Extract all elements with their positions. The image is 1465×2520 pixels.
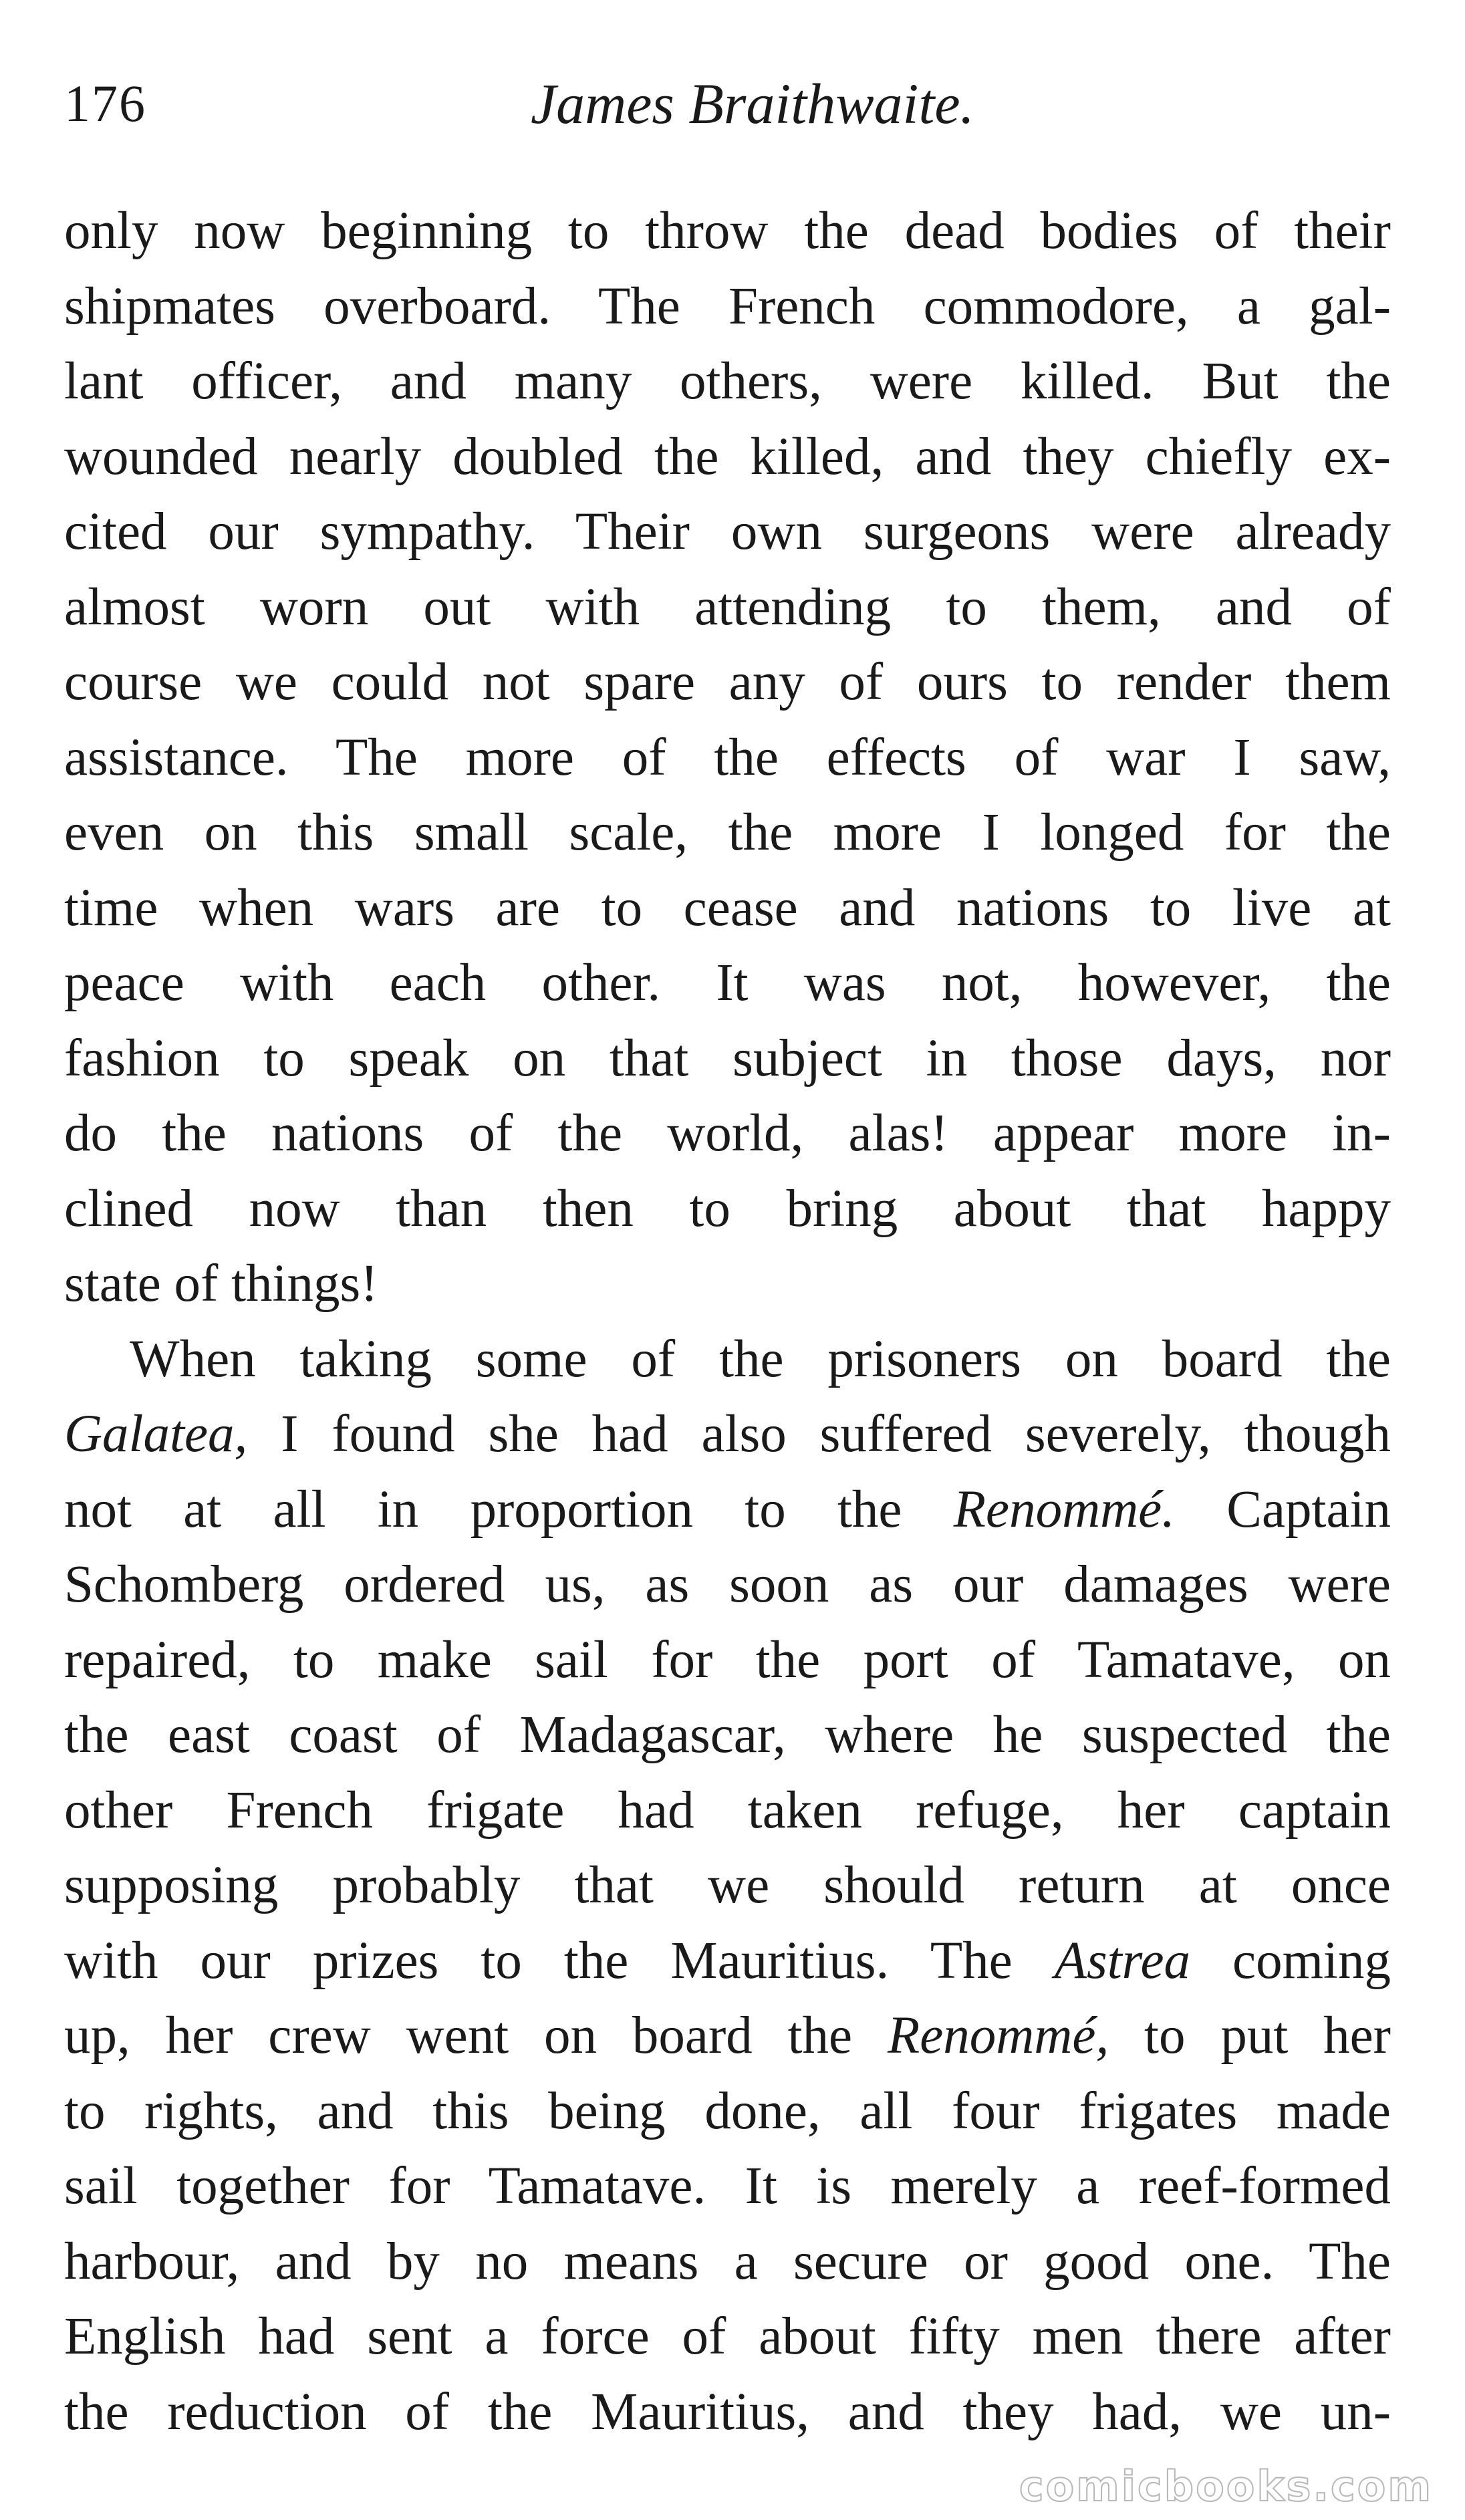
text-line: even on this small scale, the more I longed for the (64, 803, 1391, 862)
text-line: time when wars are to cease and nations to live at (64, 878, 1391, 937)
text-line: the reduction of the Mauritius, and they had, we un- (64, 2382, 1391, 2441)
paragraph-end-line: state of things! (64, 1255, 378, 1313)
text-line: Galatea, I found she had also suffered severely, though (64, 1405, 1391, 1463)
text-line: repaired, to make sail for the port of Tamatave, on (64, 1630, 1391, 1689)
page-header (64, 64, 1401, 144)
text-line: lant officer, and many others, were killed. But the (64, 352, 1391, 410)
page-number: 176 (64, 74, 146, 132)
text-line: harbour, and by no means a secure or good one. The (64, 2232, 1391, 2291)
ship-name: Astrea (1054, 1931, 1191, 1990)
text-line: course we could not spare any of ours to render them (64, 653, 1391, 711)
running-title: James Braithwaite. (530, 72, 975, 136)
text-line: the east coast of Madagascar, where he suspected the (64, 1706, 1391, 1764)
text-line: other French frigate had taken refuge, her captain (64, 1781, 1391, 1840)
paragraph-start-line: When taking some of the prisoners on board the (130, 1330, 1391, 1388)
ship-name: Renommé. (953, 1480, 1175, 1539)
text-line: wounded nearly doubled the killed, and they chiefly ex- (64, 427, 1391, 486)
body-text (64, 194, 1391, 2450)
ship-name: Galatea, (64, 1405, 248, 1463)
text-line: up, her crew went on board the Renommé, to put her (64, 2007, 1391, 2065)
site-watermark: comicbooks.com (1019, 2462, 1433, 2511)
text-line: to rights, and this being done, all four frigates made (64, 2082, 1391, 2140)
text-line: assistance. The more of the effects of war I saw, (64, 728, 1391, 787)
text-line: English had sent a force of about fifty men there after (64, 2307, 1391, 2366)
text-line: supposing probably that we should return at once (64, 1856, 1391, 1914)
text-line: peace with each other. It was not, however, the (64, 954, 1391, 1012)
text-line: almost worn out with attending to them, and of (64, 578, 1391, 636)
text-line: with our prizes to the Mauritius. The Astrea coming (64, 1931, 1391, 1990)
ship-name: Renommé, (887, 2007, 1109, 2065)
text-line: shipmates overboard. The French commodore, a gal- (64, 277, 1391, 336)
text-line: cited our sympathy. Their own surgeons were already (64, 503, 1391, 561)
text-line: fashion to speak on that subject in those days, nor (64, 1029, 1391, 1088)
text-line: sail together for Tamatave. It is merely a reef-formed (64, 2157, 1391, 2215)
text-line: Schomberg ordered us, as soon as our damages were (64, 1555, 1391, 1614)
text-line: clined now than then to bring about that happy (64, 1179, 1391, 1238)
text-line: not at all in proportion to the Renommé. Captain (64, 1480, 1391, 1539)
text-line: do the nations of the world, alas! appear more in- (64, 1104, 1391, 1162)
text-line: only now beginning to throw the dead bodies of their (64, 202, 1391, 260)
